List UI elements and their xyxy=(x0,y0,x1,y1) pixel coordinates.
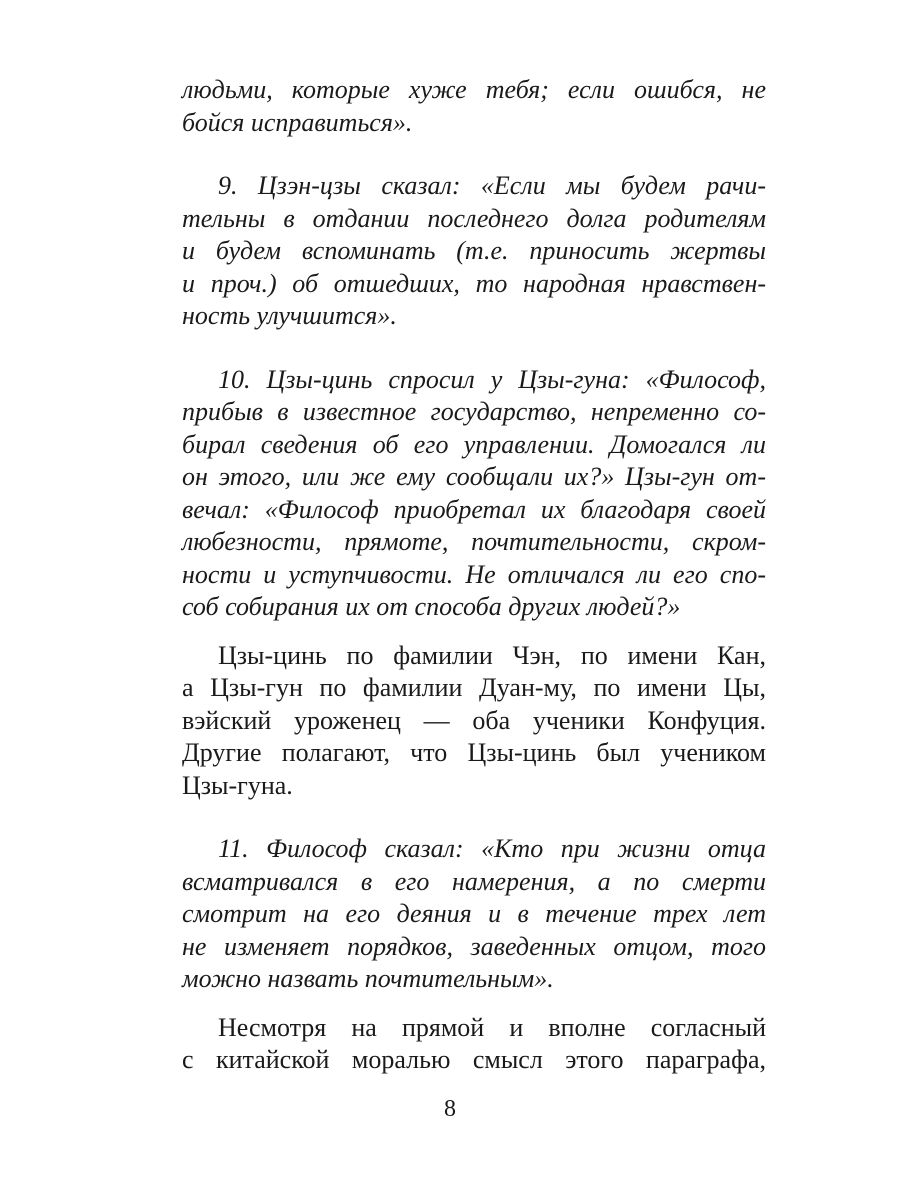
text-line: 9. Цзэн-цзы сказал: «Если мы будем рачи- xyxy=(218,171,766,200)
paragraph-item-10 xyxy=(182,364,766,624)
page-body xyxy=(182,74,766,1077)
text-line: Несмотря на прямой и вполне согласный xyxy=(218,1012,766,1042)
text-line: тельны в отдании последнего долга родителям xyxy=(182,203,766,233)
text-line: вэйский уроженец — оба ученики Конфуция. xyxy=(182,705,766,735)
paragraph-item-9 xyxy=(182,170,766,333)
text-line: бойся исправиться». xyxy=(182,107,413,137)
text-line: не изменяет порядков, заведенных отцом, того xyxy=(182,931,766,961)
text-line: а Цзы-гун по фамилии Дуан-му, по имени Цы, xyxy=(182,673,766,702)
text-line: людьми, которые хуже тебя; если ошибся, не xyxy=(182,75,766,104)
paragraph-item-11 xyxy=(182,833,766,996)
text-line: и будем вспоминать (т.е. приносить жертвы xyxy=(182,236,766,265)
text-line: он этого, или же ему сообщали их?» Цзы-гун от- xyxy=(182,462,766,491)
text-line: любезности, прямоте, почтительности, скром- xyxy=(182,527,766,556)
text-line: вечал: «Философ приобретал их благодаря своей xyxy=(182,494,766,524)
text-line: ности и уступчивости. Не отличался ли его спо- xyxy=(182,559,766,589)
text-line: Другие полагают, что Цзы-цинь был учеником xyxy=(182,738,766,767)
text-line: Цзы-цинь по фамилии Чэн, по имени Кан, xyxy=(218,640,766,670)
text-line: можно назвать почтительным». xyxy=(182,964,554,993)
text-line: прибыв в известное государство, непременно со- xyxy=(182,397,766,426)
text-line: 10. Цзы-цинь спросил у Цзы-гуна: «Философ, xyxy=(218,364,766,394)
text-line: и проч.) об отшедших, то народная нравствен- xyxy=(182,268,766,298)
text-line: Цзы-гуна. xyxy=(182,770,293,800)
text-line: бирал сведения об его управлении. Домогался ли xyxy=(182,429,766,459)
text-line: соб собирания их от способа других людей?» xyxy=(182,592,681,621)
paragraph-continuation xyxy=(182,74,766,139)
text-line: с китайской моралью смысл этого параграфа, xyxy=(182,1045,766,1074)
text-line: смотрит на его деяния и в течение трех лет xyxy=(182,899,766,928)
text-line: 11. Философ сказал: «Кто при жизни отца xyxy=(218,834,766,863)
paragraph-commentary xyxy=(182,640,766,803)
text-line: ность улучшится». xyxy=(182,301,397,330)
text-line: всматривался в его намерения, а по смерти xyxy=(182,866,766,896)
page-number: 8 xyxy=(444,1096,456,1122)
paragraph-commentary-2 xyxy=(182,1012,766,1077)
